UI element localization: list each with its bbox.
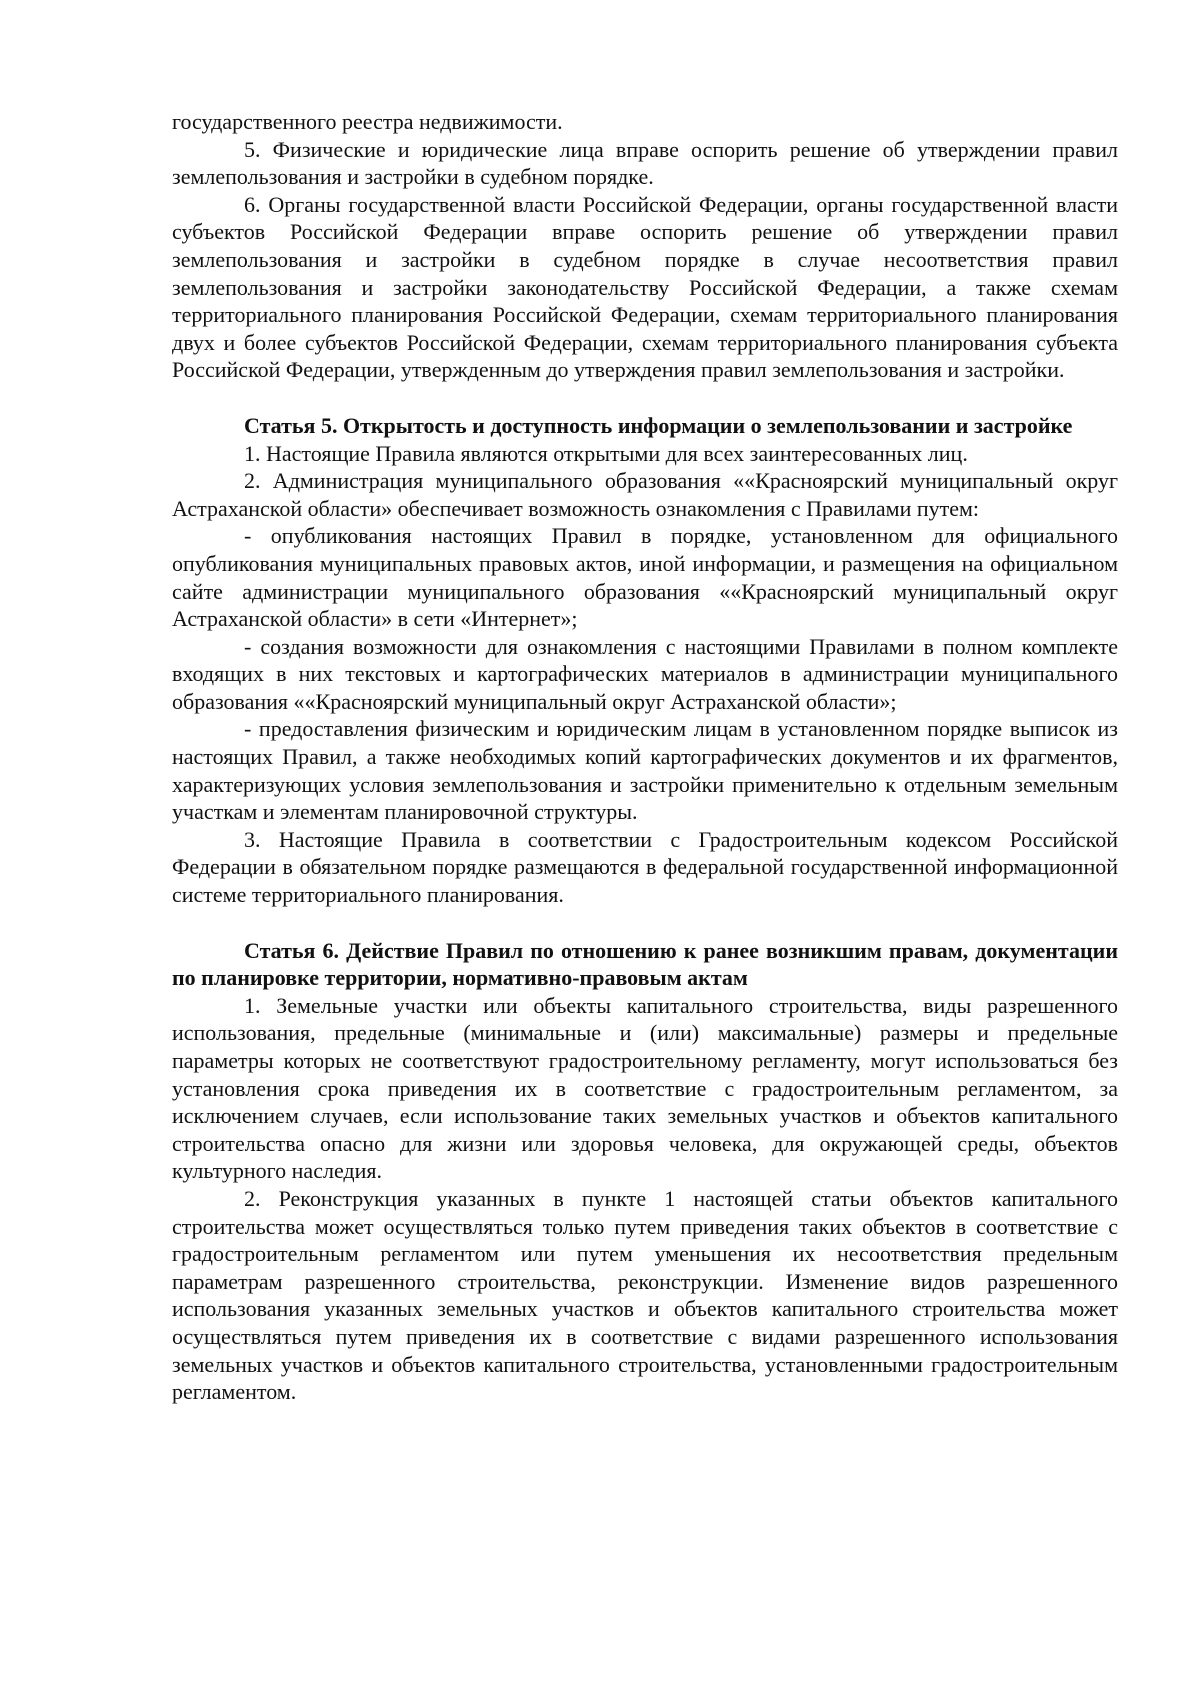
article-5-item-3: 3. Настоящие Правила в соответствии с Градостроительным кодексом Российской Федерации в обязательном порядке размещаются в федеральной государственной информационной системе территориального планирования. — [172, 826, 1118, 908]
document-page — [172, 108, 1118, 1406]
paragraph-item-5: 5. Физические и юридические лица вправе оспорить решение об утверждении правил землепользования и застройки в судебном порядке. — [172, 136, 1118, 190]
article-6-item-2: 2. Реконструкция указанных в пункте 1 настоящей статьи объектов капитального строительства может осуществляться только путем приведения таких объектов в соответствие с градостроительным регламентом или путем уменьшения их несоответствия предельным параметрам разрешенного строительства, реконструкции. Изменение видов разрешенного использования указанных земельных участков и объектов капитального строительства может осуществляться путем приведения их в соответствие с видами разрешенного использования земельных участков и объектов капитального строительства, установленными градостроительным регламентом. — [172, 1185, 1118, 1405]
article-5-item-1: 1. Настоящие Правила являются открытыми для всех заинтересованных лиц. — [244, 440, 968, 466]
paragraph-continuation: государственного реестра недвижимости. — [172, 109, 563, 134]
article-6-item-1: 1. Земельные участки или объекты капитального строительства, виды разрешенного использования, предельные (минимальные и (или) максимальные) размеры и предельные параметры которых не соответствуют градостроительному регламенту, могут использоваться без установления срока приведения их в соответствие с градостроительным регламентом, за исключением случаев, если использование таких земельных участков и объектов капитального строительства опасно для жизни или здоровья человека, для окружающей среды, объектов культурного наследия. — [172, 992, 1118, 1184]
section-gap — [172, 909, 1118, 937]
article-5-bullet-2: - создания возможности для ознакомления с настоящими Правилами в полном комплекте входящих в них текстовых и картографических материалов в администрации муниципального образования ««Красноярский муниципальный округ Астраханской области»; — [172, 633, 1118, 714]
article-5-bullet-3: - предоставления физическим и юридическим лицам в установленном порядке выписок из настоящих Правил, а также необходимых копий картографических документов и их фрагментов, характеризующих условия землепользования и застройки применительно к отдельным земельным участкам и элементам планировочной структуры. — [172, 716, 1118, 825]
paragraph-item-6: 6. Органы государственной власти Российской Федерации, органы государственной власти субъектов Российской Федерации вправе оспорить решение об утверждении правил землепользования и застройки в судебном порядке в случае несоответствия правил землепользования и застройки законодательству Российской Федерации, а также схемам территориального планирования Российской Федерации, схемам территориального планирования двух и более субъектов Российской Федерации, схемам территориального планирования субъекта Российской Федерации, утвержденным до утверждения правил землепользования и застройки. — [172, 191, 1118, 383]
article-5-bullet-1: - опубликования настоящих Правил в порядке, установленном для официального опубликования муниципальных правовых актов, иной информации, и размещения на официальном сайте администрации муниципального образования ««Красноярский муниципальный округ Астраханской области» в сети «Интернет»; — [172, 523, 1118, 632]
article-5-item-2: 2. Администрация муниципального образования ««Красноярский муниципальный округ Астраханской области» обеспечивает возможность ознакомления с Правилами путем: — [172, 468, 1118, 521]
article-5-title: Статья 5. Открытость и доступность информации о землепользовании и застройке — [244, 412, 1073, 438]
section-gap — [172, 384, 1118, 412]
article-6-title: Статья 6. Действие Правил по отношению к ранее возникшим правам, документации по планировке территории, нормативно-правовым актам — [172, 937, 1118, 991]
